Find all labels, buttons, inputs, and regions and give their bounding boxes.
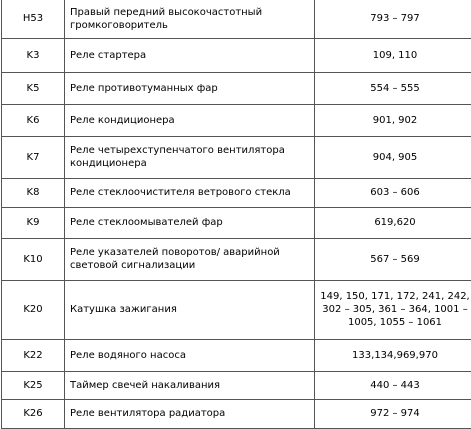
pin-numbers: 149, 150, 171, 172, 241, 242, 302 – 305, 361 – 364, 1001 – 1005, 1055 – 1061 (315, 280, 471, 339)
component-description: Реле вентилятора радиатора (65, 399, 315, 428)
component-code: K22 (2, 339, 65, 371)
pin-numbers: 619,620 (315, 207, 471, 238)
component-code: K25 (2, 371, 65, 399)
component-description: Таймер свечей накаливания (65, 371, 315, 399)
table-row (2, 104, 471, 136)
component-description: Реле указателей поворотов/ аварийной световой сигнализации (65, 238, 315, 280)
component-description: Реле водяного насоса (65, 339, 315, 371)
table-row (2, 280, 471, 339)
pin-numbers: 972 – 974 (315, 399, 471, 428)
component-code: K10 (2, 238, 65, 280)
component-code: K20 (2, 280, 65, 339)
pin-numbers: 603 – 606 (315, 178, 471, 207)
component-code: K9 (2, 207, 65, 238)
component-description: Реле стартера (65, 38, 315, 72)
pin-numbers: 904, 905 (315, 136, 471, 178)
component-code: K3 (2, 38, 65, 72)
pin-numbers: 793 – 797 (315, 0, 471, 38)
table-row (2, 0, 471, 38)
component-description: Реле четырехступенчатого вентилятора кондиционера (65, 136, 315, 178)
table-row (2, 339, 471, 371)
table-row (2, 38, 471, 72)
pin-numbers: 133,134,969,970 (315, 339, 471, 371)
table-row (2, 136, 471, 178)
component-code: K6 (2, 104, 65, 136)
component-code: K8 (2, 178, 65, 207)
component-description: Катушка зажигания (65, 280, 315, 339)
component-code: K5 (2, 72, 65, 104)
pin-numbers: 109, 110 (315, 38, 471, 72)
table-row (2, 238, 471, 280)
component-code: H53 (2, 0, 65, 38)
component-description: Реле кондиционера (65, 104, 315, 136)
pin-numbers: 554 – 555 (315, 72, 471, 104)
table-row (2, 371, 471, 399)
component-description: Правый передний высокочастотный громкоговоритель (65, 0, 315, 38)
component-code: K7 (2, 136, 65, 178)
component-description: Реле стеклоомывателей фар (65, 207, 315, 238)
table-row (2, 72, 471, 104)
component-description: Реле стеклоочистителя ветрового стекла (65, 178, 315, 207)
pin-numbers: 901, 902 (315, 104, 471, 136)
component-description: Реле противотуманных фар (65, 72, 315, 104)
component-code: K26 (2, 399, 65, 428)
table-row (2, 399, 471, 428)
table-row (2, 178, 471, 207)
component-table (1, 0, 471, 429)
table-row (2, 207, 471, 238)
pin-numbers: 567 – 569 (315, 238, 471, 280)
pin-numbers: 440 – 443 (315, 371, 471, 399)
